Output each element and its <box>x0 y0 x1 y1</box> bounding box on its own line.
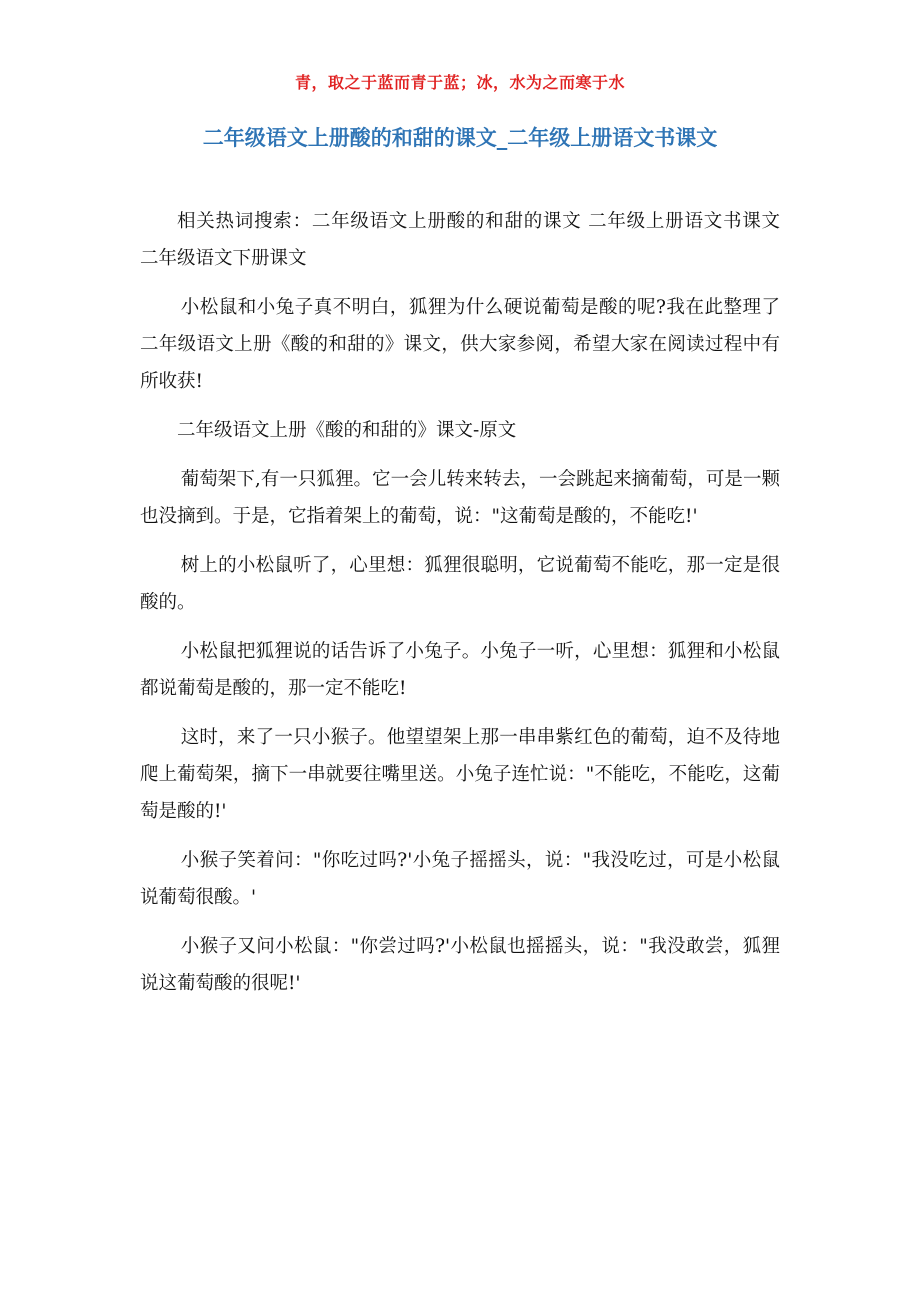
paragraph-story: 小猴子笑着问："你吃过吗?'小兔子摇摇头，说："我没吃过，可是小松鼠说葡萄很酸。' <box>140 850 780 908</box>
paragraph-story: 树上的小松鼠听了，心里想：狐狸很聪明，它说葡萄不能吃，那一定是很酸的。 <box>140 555 780 613</box>
paragraph-story: 小猴子又问小松鼠："你尝过吗?'小松鼠也摇摇头，说："我没敢尝，狐狸说这葡萄酸的很呢!' <box>140 936 780 994</box>
paragraph-story: 这时，来了一只小猴子。他望望架上那一串串紫红色的葡萄，迫不及待地爬上葡萄架，摘下一串就要往嘴里送。小兔子连忙说："不能吃，不能吃，这葡萄是酸的!' <box>140 727 780 822</box>
document-title: 二年级语文上册酸的和甜的课文_二年级上册语文书课文 <box>202 126 718 150</box>
paragraph-keywords: 相关热词搜索：二年级语文上册酸的和甜的课文 二年级上册语文书课文 二年级语文下册课文 <box>140 211 780 269</box>
paragraph-story: 葡萄架下,有一只狐狸。它一会儿转来转去，一会跳起来摘葡萄，可是一颗也没摘到。于是，它指着架上的葡萄，说："这葡萄是酸的，不能吃!' <box>140 469 780 527</box>
document-body <box>140 203 780 1014</box>
paragraph-story: 小松鼠把狐狸说的话告诉了小兔子。小兔子一听，心里想：狐狸和小松鼠都说葡萄是酸的，那一定不能吃! <box>140 641 780 699</box>
header-quote: 青，取之于蓝而青于蓝；冰，水为之而寒于水 <box>294 73 625 92</box>
paragraph-intro: 小松鼠和小兔子真不明白，狐狸为什么硬说葡萄是酸的呢?我在此整理了二年级语文上册《酸的和甜的》课文，供大家参阅，希望大家在阅读过程中有所收获! <box>140 297 780 392</box>
paragraph-section-heading: 二年级语文上册《酸的和甜的》课文-原文 <box>177 420 517 441</box>
